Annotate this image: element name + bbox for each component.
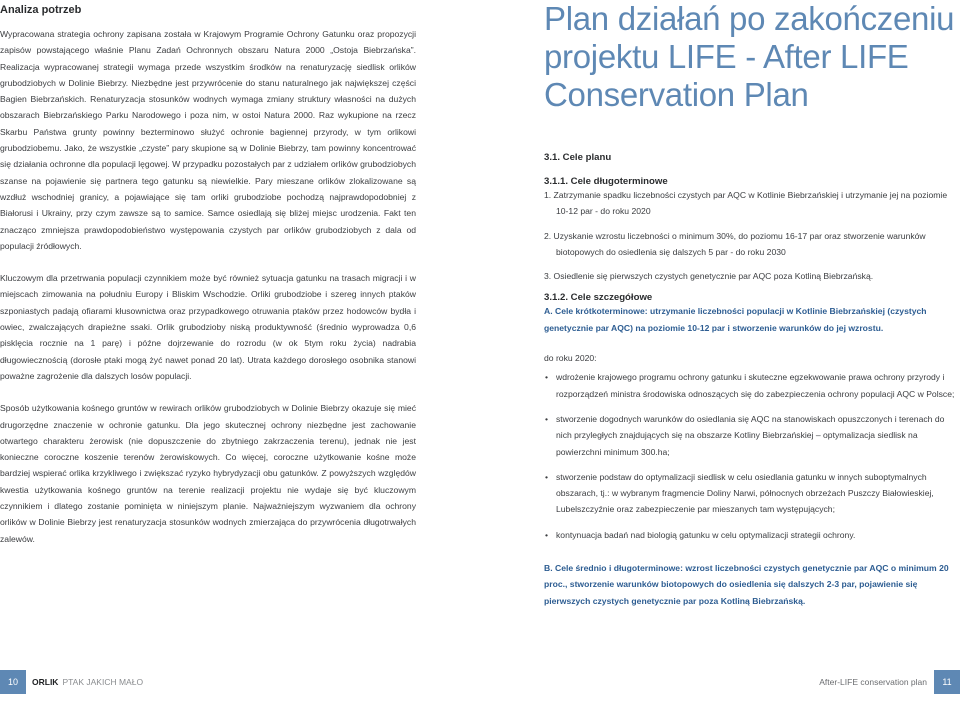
- list-item: • wdrożenie krajowego programu ochrony gatunku i skuteczne egzekwowanie prawa ochrony przyrody i rozporządzeń ministra środowiska odnoszących się do zabezpieczenia ochrony populacji AQC w Polsce;: [544, 369, 960, 402]
- footer-brand: [32, 670, 143, 694]
- left-column: [0, 0, 416, 547]
- footer-left: [0, 670, 416, 694]
- footer-doc-title: After-LIFE conservation plan: [819, 677, 927, 687]
- paragraph: Wypracowana strategia ochrony zapisana została w Krajowym Programie Ochrony Gatunku oraz propozycji zapisów powstającego właśnie Planu Zadań Ochronnych obszaru Natura 2000 „Ostoja Biebrzańska”. Realizacja wypracowanej strategii wymaga przede wszystkim środków na renaturyzację siedlisk orlików grubodziobych w Dolinie Biebrzy. Niezbędne jest przywrócenie do stanu naturalnego jak największej części Bagien Biebrzańskich. Renaturyzacja stosunków wodnych wymaga zmiany struktury własności na dużych obszarach Biebrzańskiego Parku Narodowego i poza nim, w ostoi Natura 2000. Raz wykupione na rzecz Skarbu Państwa grunty powinny bezterminowo służyć ochronie bagiennej przyrody, w tym orlikowi grubodziobemu. Jako, że wszystkie „czyste” pary skupione są w Dolinie Biebrzy, tam powinny koncentrować się działania ochronne dla populacji lęgowej. W przypadku pozostałych par z udziałem orlików grubodziobych szanse na pojawienie się partnera tego gatunku są niewielkie. Pary mieszane orlików zlokalizowane są wzdłuż wschodniej granicy, a pojawiające się tam orliki grubodziobe pochodzą najprawdopodobniej z Białorusi i Ukrainy, przy czym zawsze są to samice. Samce osiedlają się bliżej miejsc urodzenia. Fakt ten znacząco zmniejsza prawdopodobieństwo występowania czystych par orlików grubodziobych z dala od populacji źródłowych.: [0, 29, 416, 251]
- long-term-goal: 1. Zatrzymanie spadku liczebności czystych par AQC w Kotlinie Biebrzańskiej i utrzymanie jej na poziomie 10-12 par - do roku 2020: [544, 190, 948, 217]
- footer-right: [544, 670, 960, 694]
- section-title: Analiza potrzeb: [0, 4, 82, 16]
- right-column: [544, 0, 960, 609]
- until-2020-label: do roku 2020:: [544, 353, 597, 364]
- paragraph: Sposób użytkowania kośnego gruntów w rewirach orlików grubodziobych w Dolinie Biebrzy okazuje się mieć drugorzędne znaczenie w ochronie gatunku. Dla jego skutecznej ochrony niezbędne jest zachowanie otwartego charakteru żerowisk (nie dopuszczenie do zbytniego zakrzaczenia terenu), jednak nie jest konieczne coroczne koszenie terenów żerowiskowych. Co więcej, coroczne użytkowanie kośne może bardziej wspierać orlika krzykliwego i zwiększać ryzyko hybrydyzacji obu gatunków. Z powyższych względów kwestia użytkowania kośnego gruntów na terenie realizacji projektu nie wydaje się być kluczowym czynnikiem i dlatego zostanie pominięta w niniejszym planie. Najważniejszym wyzwaniem dla ochrony orlików w Dolinie Biebrzy jest renaturyzacja stosunków wodnych zmierzająca do przywrócenia długotrwałych zalewów.: [0, 403, 416, 544]
- heading-3-1: 3.1. Cele planu: [544, 152, 612, 163]
- brand-name: ORLIK: [32, 677, 59, 687]
- goal-b: B. Cele średnio i długoterminowe: wzrost liczebności czystych genetycznie par AQC o minimum 20 proc., stworzenie warunków biotopowych do osiedlenia się dalszych 2-3 par, pojawienie się pierwszych czystych genetycznie par poza Kotliną Biebrzańską.: [544, 563, 949, 606]
- heading-3-1-2: 3.1.2. Cele szczegółowe: [544, 292, 653, 304]
- page-number-left: 10: [0, 670, 26, 694]
- heading-3-1-1: 3.1.1. Cele długoterminowe: [544, 176, 668, 187]
- list-item: • stworzenie dogodnych warunków do osiedlania się AQC na stanowiskach opuszczonych i terenach do nich przyległych znajdujących się na obszarze Kotliny Biebrzańskiej – optymalizacja siedlisk na powierzchni minimum 300.ha;: [544, 411, 960, 460]
- long-term-goal: 2. Uzyskanie wzrostu liczebności o minimum 30%, do poziomu 16-17 par oraz stworzenie warunków biotopowych do osiedlenia się dalszych 5 par - do roku 2030: [544, 230, 926, 257]
- long-term-goal: 3. Osiedlenie się pierwszych czystych genetycznie par AQC poza Kotliną Biebrzańską.: [544, 271, 874, 282]
- chapter-title: Plan działań po zakończeniu projektu LIFE - After LIFE Conservation Plan: [544, 0, 955, 113]
- paragraph: Kluczowym dla przetrwania populacji czynnikiem może być również sytuacja gatunku na trasach migracji i w miejscach zimowania na południu Europy i Bliskim Wschodzie. Orliki grubodziobe i szereg innych ptaków szponiastych padają ofiarami kłusownictwa oraz przypadkowego otruwania ptaków przez hodowców bydła i owiec, zwalczających drapieżne ssaki. Orlik grubodzioby niską produktywność (średnio wyprowadza 0,6 pisklęcia rocznie na 1 parę) i późne dojrzewanie do rozrodu (w ok 5tym roku życia) nadrabia długowiecznością (dorosłe ptaki mogą żyć nawet ponad 20 lat). Utrata każdego dorosłego osobnika stanowi poważne zagrożenie dla dalszych losów populacji.: [0, 273, 416, 381]
- brand-tagline: PTAK JAKICH MAŁO: [62, 677, 144, 687]
- goals-list: [544, 369, 960, 543]
- list-item: • kontynuacja badań nad biologią gatunku w celu optymalizacji strategii ochrony.: [544, 527, 960, 543]
- list-item: • stworzenie podstaw do optymalizacji siedlisk w celu osiedlania gatunku w innych suboptymalnych obszarach, tj.: w wybranym fragmencie Doliny Narwi, północnych obrzeżach Puszczy Białowieskiej, Lubelszczyźnie oraz zabezpieczenie par mieszanych tam występujących;: [544, 469, 960, 518]
- page-number-right: 11: [934, 670, 960, 694]
- goal-a: A. Cele krótkoterminowe: utrzymanie liczebności populacji w Kotlinie Biebrzańskiej (czystych genetycznie par AQC) na poziomie 10-12 par i stworzenie warunków do jej wzrostu.: [544, 306, 927, 333]
